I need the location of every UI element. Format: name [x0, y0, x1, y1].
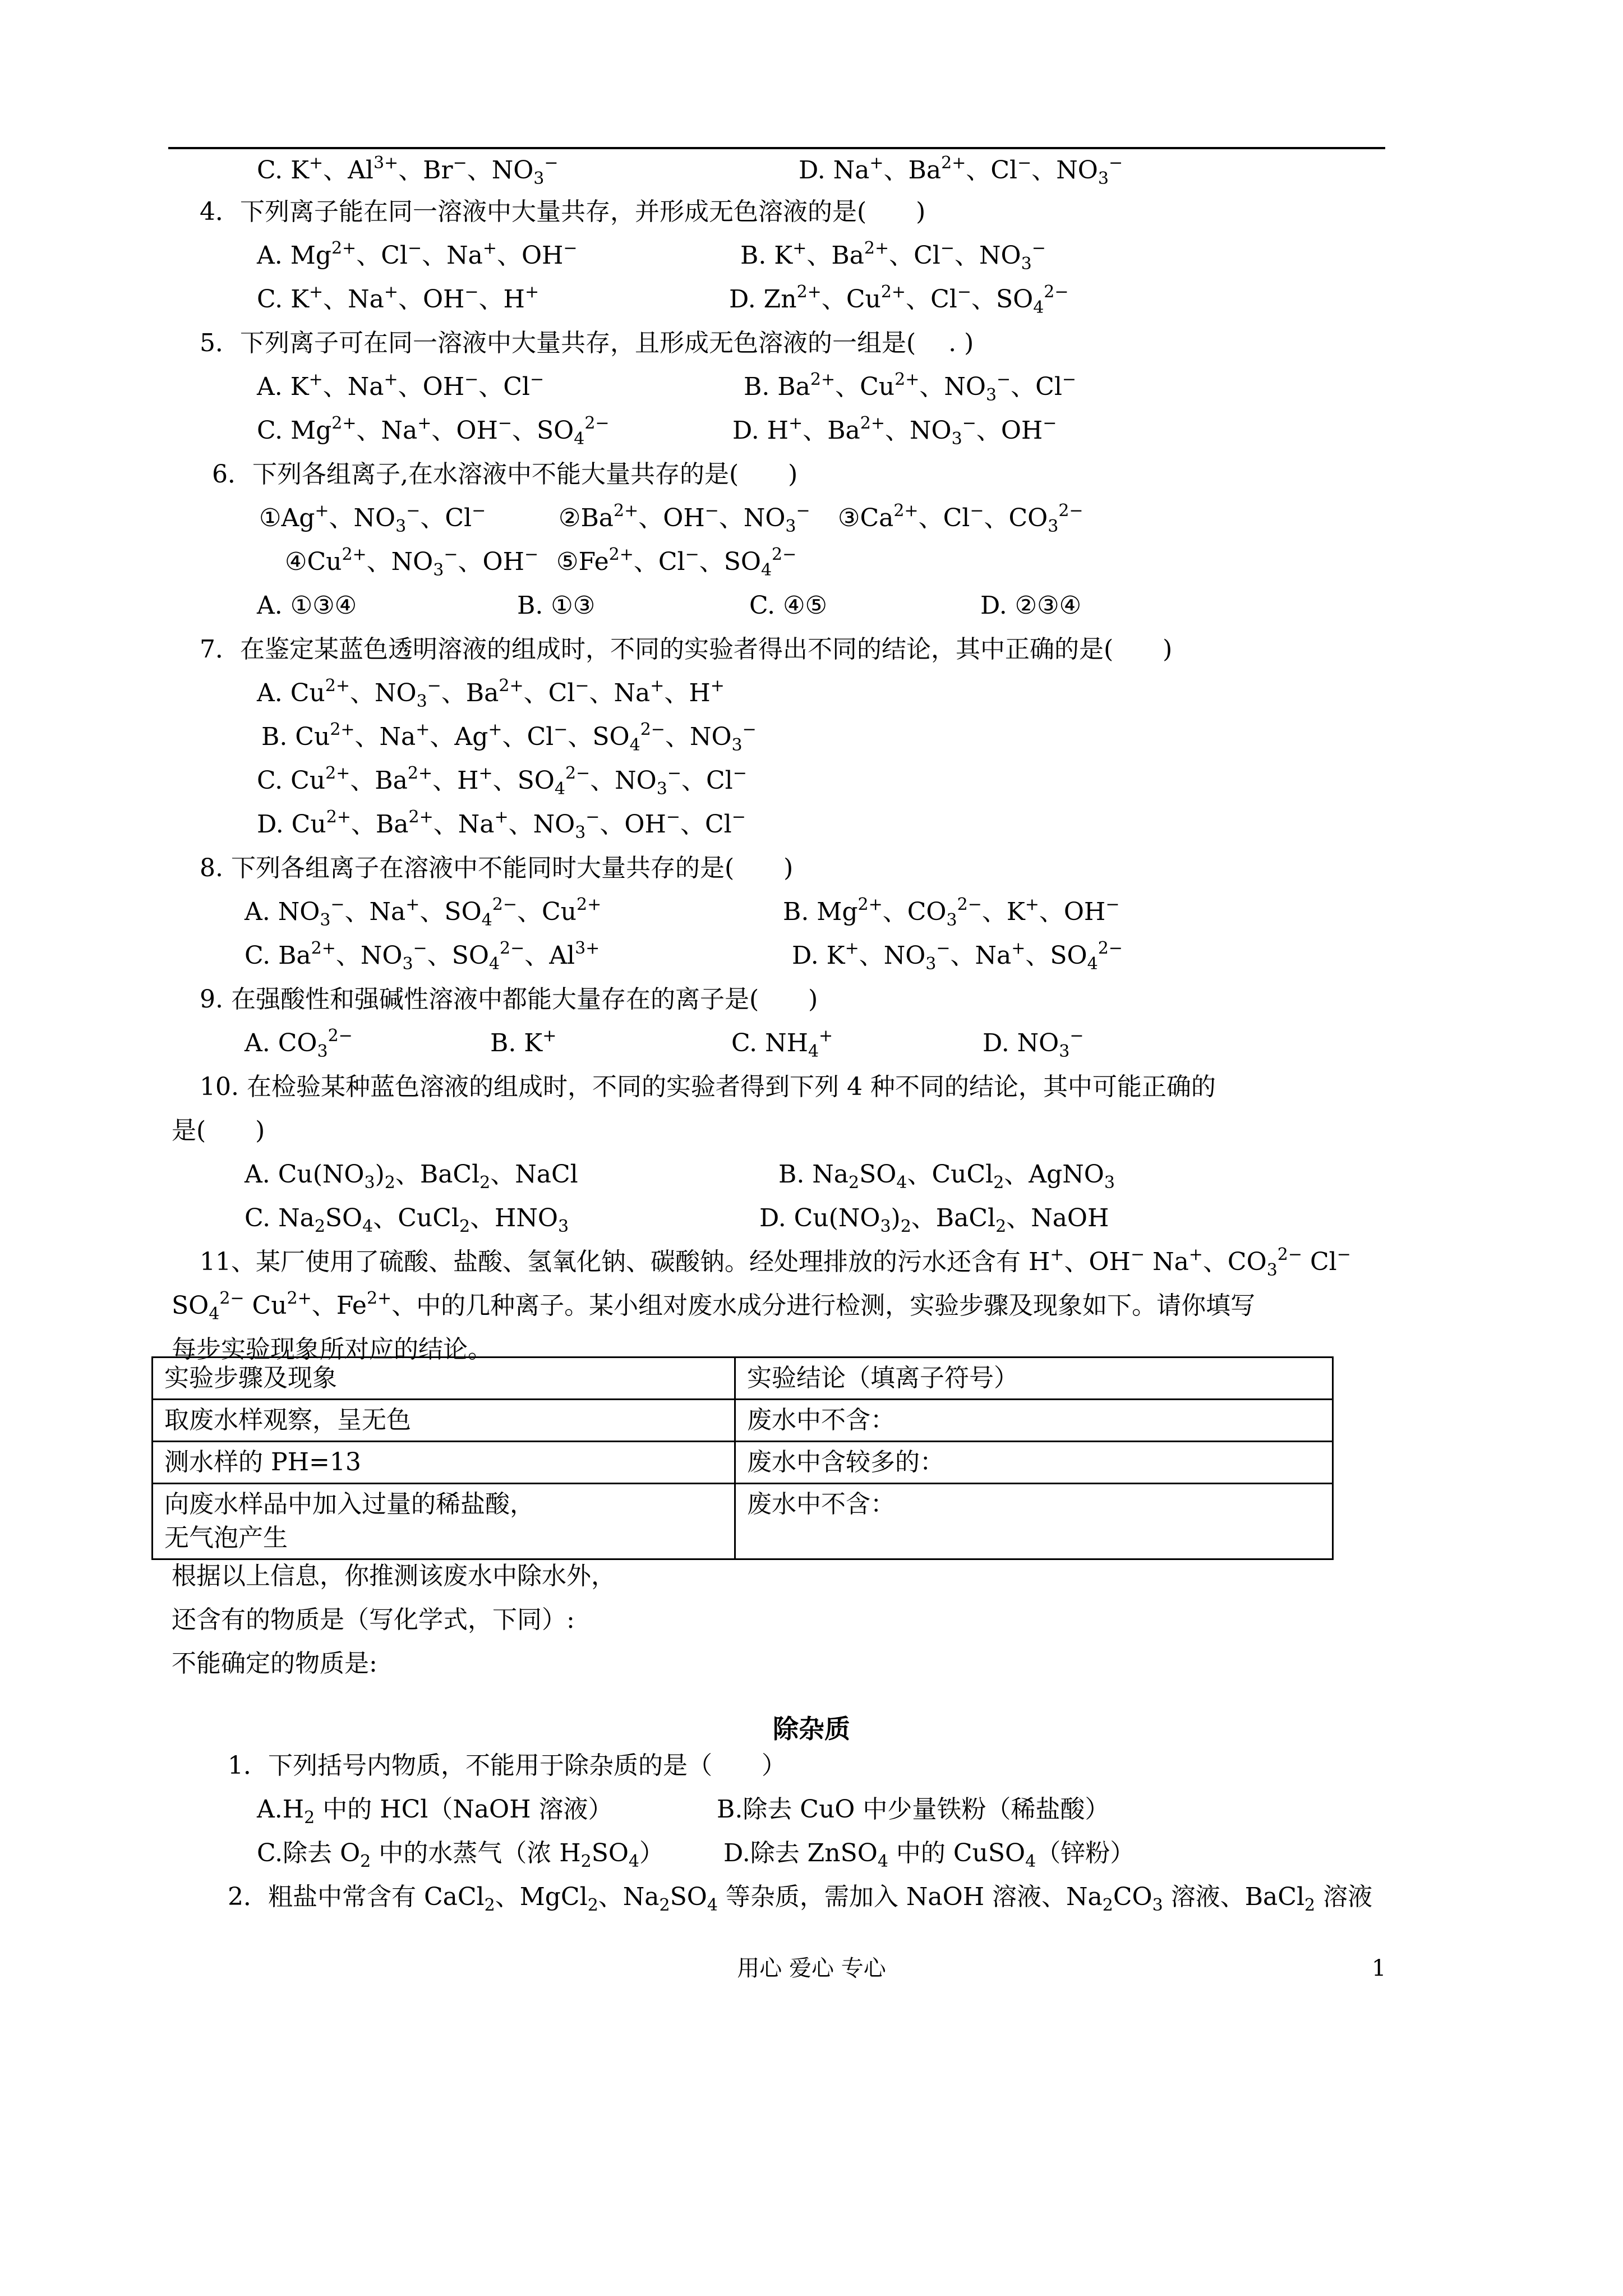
table-header-row	[153, 1358, 1333, 1400]
q10-stem-line-1: 10. 在检验某种蓝色溶液的组成时，不同的实验者得到下列 4 种不同的结论，其中可能正确的	[200, 1073, 1216, 1101]
q8-option-c: C. $Ba^{2+}$、$NO_3^-$、$SO_4^{2-}$、$Al^{3+}$	[245, 938, 600, 974]
q11-line-2: $SO_4^{2-}$ $Cu^{2+}$、$Fe^{2+}$、中的几种离子。某小组对废水成分进行检测，实验步骤及现象如下。请你填写	[172, 1289, 1256, 1324]
table-cell: 废水中不含：	[735, 1484, 1333, 1559]
table-row	[153, 1442, 1333, 1484]
q4-option-d: D. $Zn^{2+}$、$Cu^{2+}$、Cl−、$SO_4^{2-}$	[729, 282, 1069, 318]
q8-option-d: D. K+、$NO_3^-$、Na+、$SO_4^{2-}$	[792, 938, 1123, 974]
q6-group-4: $④Cu^{2+}$、$NO_3^-$、OH−	[285, 545, 539, 580]
q10-option-c: C. $Na_2SO_4$、CuCl$_2$、$HNO_3$	[245, 1204, 569, 1236]
table-cell: 向废水样品中加入过量的稀盐酸， 无气泡产生	[153, 1484, 735, 1559]
q6-group-5: $⑤Fe^{2+}$、Cl−、$SO_4^{2-}$	[556, 545, 797, 580]
q11-after-3: 不能确定的物质是:	[172, 1649, 377, 1678]
table-header-cell: 实验结论（填离子符号）	[735, 1358, 1333, 1400]
footer-text: 用心 爱心 专心	[737, 1955, 886, 1981]
impurity-q1-stem: 1．下列括号内物质，不能用于除杂质的是（ ）	[228, 1751, 786, 1780]
table-row	[153, 1484, 1333, 1559]
q7-option-c: C. $Cu^{2+}$、$Ba^{2+}$、H+、$SO_4^{2-}$、$NO_3^-$、Cl−	[257, 763, 747, 799]
q10-option-d: D. $Cu(NO_3)_2$、BaCl$_2$、NaOH	[759, 1204, 1109, 1236]
q6-option-d: D. ②③④	[980, 591, 1082, 620]
table-cell: 废水中含较多的：	[735, 1442, 1333, 1484]
q6-group-1: ①Ag+、$NO_3^-$、Cl−	[259, 501, 486, 536]
q9-option-d: D. $NO_3^-$	[983, 1026, 1084, 1061]
table-header-cell: 实验步骤及现象	[153, 1358, 735, 1400]
q6-group-3: $③Ca^{2+}$、Cl−、$CO_3^{2-}$	[838, 501, 1083, 536]
q5-option-d: D. H+、$Ba^{2+}$、$NO_3^-$、OH−	[732, 413, 1057, 449]
q9-stem: 9. 在强酸性和强碱性溶液中都能大量存在的离子是( )	[200, 985, 818, 1014]
q9-option-c: C. $NH_4^+$	[731, 1026, 833, 1061]
impurity-q1-option-c: C.除去 $O_2$ 中的水蒸气（浓 $H_2SO_4$）	[257, 1839, 664, 1871]
q4-option-b: B. K+、$Ba^{2+}$、Cl−、$NO_3^-$	[740, 238, 1046, 274]
impurity-q1-option-a: $A.H_2$ 中的 HCl（NaOH 溶液）	[257, 1795, 613, 1828]
header-rule	[168, 147, 1385, 149]
q4-stem: 4．下列离子能在同一溶液中大量共存，并形成无色溶液的是( )	[200, 197, 926, 226]
q7-option-a: A. $Cu^{2+}$、$NO_3^-$、$Ba^{2+}$、Cl−、Na+、H+	[257, 676, 725, 711]
q4-option-c: C. K+、Na+、OH−、H+	[257, 282, 540, 314]
table-row	[153, 1400, 1333, 1442]
q7-option-b: B. $Cu^{2+}$、Na+、Ag+、Cl−、$SO_4^{2-}$、$NO_3^-$	[261, 720, 757, 755]
table-cell: 取废水样观察，呈无色	[153, 1400, 735, 1442]
q9-option-a: A. $CO_3^{2-}$	[245, 1026, 353, 1061]
q9-option-b: B. K+	[490, 1026, 557, 1057]
impurity-q1-option-d: D.除去 ZnSO$_4$ 中的 CuSO$_4$（锌粉）	[723, 1839, 1135, 1871]
q11-after-1: 根据以上信息，你推测该废水中除水外，	[172, 1562, 616, 1590]
table-cell: 废水中不含：	[735, 1400, 1333, 1442]
q6-option-a: A. ①③④	[257, 591, 357, 620]
q6-group-2: $②Ba^{2+}$、OH−、$NO_3^-$	[559, 501, 810, 536]
q10-option-b: B. $Na_2SO_4$、CuCl$_2$、AgNO$_3$	[778, 1160, 1115, 1193]
impurity-q2-stem: 2．粗盐中常含有 CaCl$_2$、MgCl$_2$、$Na_2SO_4$ 等杂质，需加入 NaOH 溶液、$Na_2CO_3$ 溶液、BaCl$_2$ 溶液	[228, 1883, 1373, 1915]
table-cell: 测水样的 PH=13	[153, 1442, 735, 1484]
q5-option-b: B. $Ba^{2+}$、$Cu^{2+}$、$NO_3^-$、Cl−	[744, 370, 1077, 405]
q8-option-b: B. $Mg^{2+}$、$CO_3^{2-}$、K+、OH−	[783, 895, 1120, 930]
section-title: 除杂质	[773, 1714, 850, 1744]
q3-option-c: C. K+、$Al^{3+}$、Br−、$NO_3^-$	[257, 153, 559, 188]
q11-after-2: 还含有的物质是（写化学式，下同）:	[172, 1605, 575, 1634]
q10-option-a: A. $Cu(NO_3)_2$、BaCl$_2$、NaCl	[245, 1160, 578, 1193]
q5-option-a: A. K+、Na+、OH−、Cl−	[257, 370, 545, 401]
q3-option-d: D. Na+、$Ba^{2+}$、Cl−、$NO_3^-$	[799, 153, 1123, 188]
q7-option-d: D. $Cu^{2+}$、$Ba^{2+}$、Na+、$NO_3^-$、OH−、Cl−	[257, 807, 746, 843]
q6-option-c: C. ④⑤	[749, 591, 827, 620]
q5-option-c: C. $Mg^{2+}$、Na+、OH−、$SO_4^{2-}$	[257, 413, 610, 449]
q8-option-a: A. $NO_3^-$、Na+、$SO_4^{2-}$、$Cu^{2+}$	[245, 895, 602, 930]
q6-option-b: B. ①③	[517, 591, 596, 620]
q4-option-a: A. $Mg^{2+}$、Cl−、Na+、OH−	[257, 238, 578, 270]
q6-stem: 6．下列各组离子,在水溶液中不能大量共存的是( )	[212, 460, 798, 489]
experiment-table	[151, 1356, 1334, 1560]
q7-stem: 7．在鉴定某蓝色透明溶液的组成时，不同的实验者得出不同的结论，其中正确的是( )	[200, 635, 1173, 664]
q8-stem: 8. 下列各组离子在溶液中不能同时大量共存的是( )	[200, 854, 794, 882]
impurity-q1-option-b: B.除去 CuO 中少量铁粉（稀盐酸）	[717, 1795, 1110, 1824]
q11-line-3: 每步实验现象所对应的结论。	[172, 1335, 492, 1364]
page-number: 1	[1372, 1955, 1386, 1981]
q10-stem-line-2: 是( )	[172, 1116, 265, 1145]
q5-stem: 5．下列离子可在同一溶液中大量共存，且形成无色溶液的一组是( . )	[200, 329, 974, 357]
q11-line-1: 11、某厂使用了硫酸、盐酸、氢氧化钠、碳酸钠。经处理排放的污水还含有 H+、OH− Na+、$CO_3^{2-}$ Cl−	[200, 1245, 1351, 1280]
